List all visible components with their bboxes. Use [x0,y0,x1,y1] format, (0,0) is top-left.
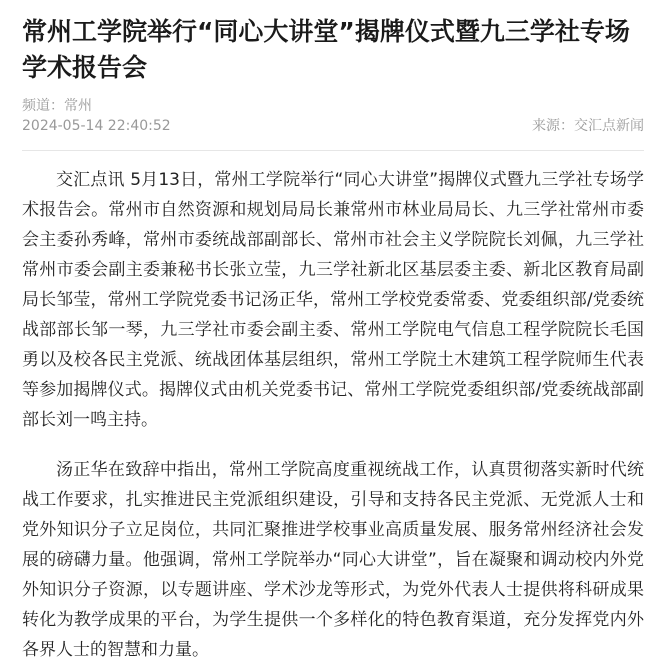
article-title: 常州工学院举行“同心大讲堂”揭牌仪式暨九三学社专场学术报告会 [22,17,630,82]
channel-link[interactable]: 常州 [64,98,92,114]
article-meta [22,96,644,136]
channel-line [22,96,644,116]
article-body [22,165,644,665]
article-source: 来源：交汇点新闻 [532,118,644,134]
channel-label: 频道： [22,98,64,114]
meta-row [22,116,644,136]
article-paragraph: 交汇点讯 5月13日，常州工学院举行“同心大讲堂”揭牌仪式暨九三学社专场学术报告会。常州市自然资源和规划局局长兼常州市林业局局长、九三学社常州市委会主委孙秀峰，常州市委统战部副部长、常州市社会主义学院院长刘佩，九三学社常州市委会副主委兼秘书长张立莹，九三学社新北区基层委主委、新北区教育局副局长邹莹，常州工学院党委书记汤正华，常州工学校党委常委、党委组织部/党委统战部部长邹一琴，九三学社市委会副主委、常州工学院电气信息工程学院院长毛国勇以及校各民主党派、统战团体基层组织，常州工学院土木建筑工程学院师生代表等参加揭牌仪式。揭牌仪式由机关党委书记、常州工学院党委组织部/党委统战部副部长刘一鸣主持。 [22,170,644,430]
article-paragraph: 汤正华在致辞中指出，常州工学院高度重视统战工作，认真贯彻落实新时代统战工作要求，扎实推进民主党派组织建设，引导和支持各民主党派、无党派人士和党外知识分子立足岗位，共同汇聚推进学校事业高质量发展、服务常州经济社会发展的磅礴力量。他强调，常州工学院举办“同心大讲堂”，旨在凝聚和调动校内外党外知识分子资源，以专题讲座、学术沙龙等形式，为党外代表人士提供将科研成果转化为教学成果的平台，为学生提供一个多样化的特色教育渠道，充分发挥党内外各界人士的智慧和力量。 [22,460,644,660]
publish-date: 2024-05-14 22:40:52 [22,118,171,134]
meta-divider [22,150,644,151]
